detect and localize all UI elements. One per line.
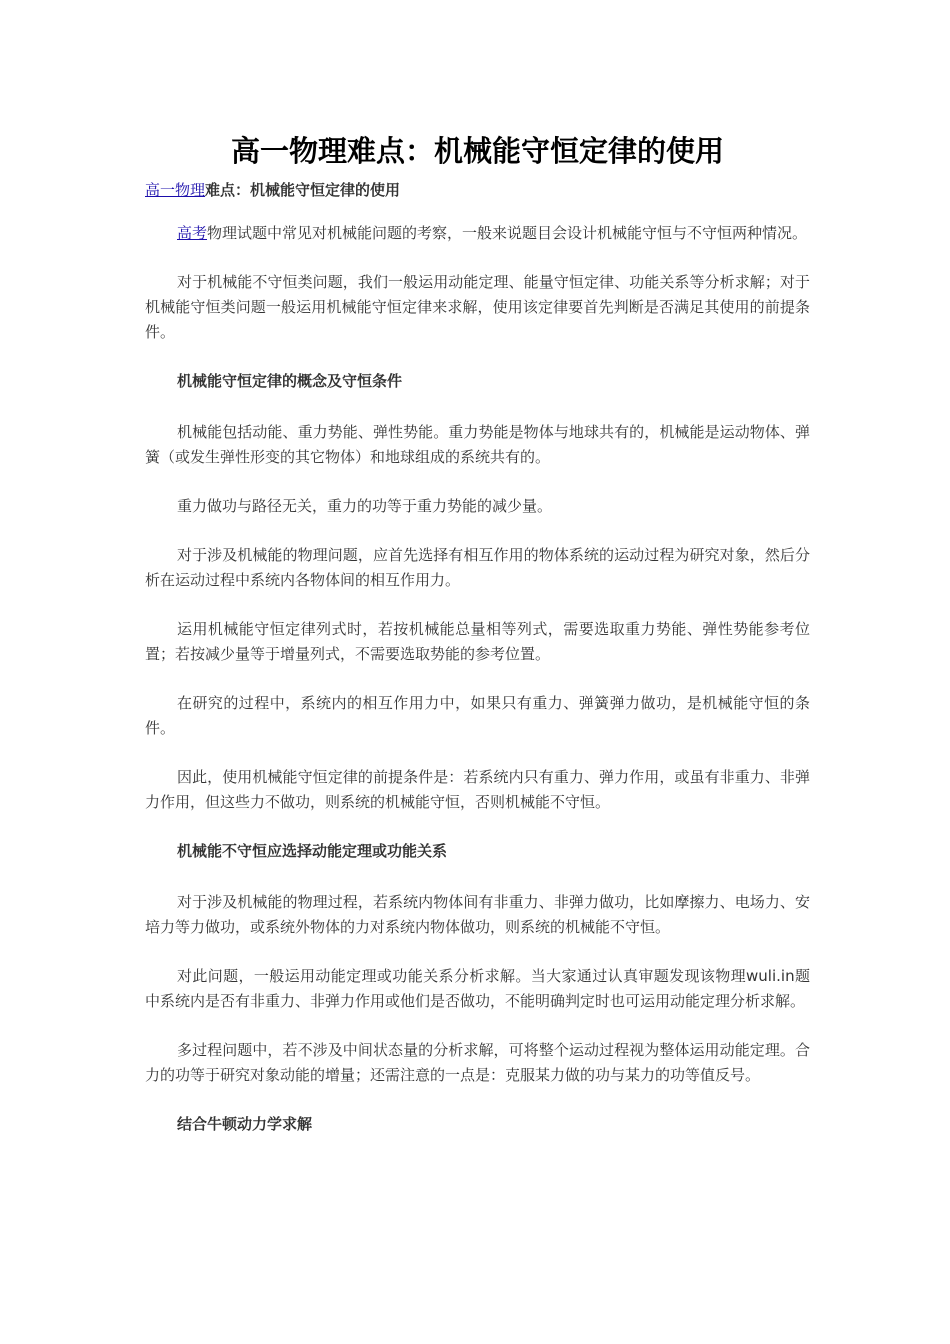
section-heading-conservation-conditions: 机械能守恒定律的概念及守恒条件 [177,372,403,390]
paragraph-10 [145,964,810,1014]
page-title: 高一物理难点：机械能守恒定律的使用 [230,134,724,168]
paragraph-10-text-after: 题中系统内是否有非重力、非弹力作用或他们是否做功，不能明确判定时也可运用动能定理分析求解。 [145,967,810,1010]
paragraph-8: 因此，使用机械能守恒定律的前提条件是：若系统内只有重力、弹力作用，或虽有非重力、非弹力作用，但这些力不做功，则系统的机械能守恒，否则机械能不守恒。 [145,768,810,811]
paragraph-10-website: wuli.in [746,967,795,985]
paragraph-1-text: 物理试题中常见对机械能问题的考察，一般来说题目会设计机械能守恒与不守恒两种情况。 [207,224,808,242]
paragraph-4: 重力做功与路径无关，重力的功等于重力势能的减少量。 [177,497,553,515]
paragraph-link-gaokao[interactable]: 高考 [177,224,208,242]
paragraph-9: 对于涉及机械能的物理过程，若系统内物体间有非重力、非弹力做功，比如摩擦力、电场力、安培力等力做功，或系统外物体的力对系统内物体做功，则系统的机械能不守恒。 [145,893,810,936]
paragraph-1 [145,221,810,246]
paragraph-5: 对于涉及机械能的物理问题，应首先选择有相互作用的物体系统的运动过程为研究对象，然后分析在运动过程中系统内各物体间的相互作用力。 [145,546,810,589]
subtitle-text: 难点：机械能守恒定律的使用 [205,181,401,199]
document-subtitle [145,178,810,202]
paragraph-11: 多过程问题中，若不涉及中间状态量的分析求解，可将整个运动过程视为整体运用动能定理。合力的功等于研究对象动能的增量；还需注意的一点是：克服某力做的功与某力的功等值反号。 [145,1041,810,1084]
paragraph-3: 机械能包括动能、重力势能、弹性势能。重力势能是物体与地球共有的，机械能是运动物体、弹簧（或发生弹性形变的其它物体）和地球组成的系统共有的。 [145,423,810,466]
paragraph-6: 运用机械能守恒定律列式时，若按机械能总量相等列式，需要选取重力势能、弹性势能参考位置；若按减少量等于增量列式，不需要选取势能的参考位置。 [145,620,810,663]
section-heading-non-conservation: 机械能不守恒应选择动能定理或功能关系 [177,842,448,860]
paragraph-10-text-before: 对此问题，一般运用动能定理或功能关系分析求解。当大家通过认真审题发现该物理 [177,967,747,985]
document-page [145,128,810,1163]
paragraph-7: 在研究的过程中，系统内的相互作用力中，如果只有重力、弹簧弹力做功，是机械能守恒的条件。 [145,694,810,737]
section-heading-newton-dynamics: 结合牛顿动力学求解 [177,1115,313,1133]
subtitle-link-gaoyi-wuli[interactable]: 高一物理 [145,181,206,199]
paragraph-2: 对于机械能不守恒类问题，我们一般运用动能定理、能量守恒定律、功能关系等分析求解；对于机械能守恒类问题一般运用机械能守恒定律来求解，使用该定律要首先判断是否满足其使用的前提条件。 [145,273,810,341]
